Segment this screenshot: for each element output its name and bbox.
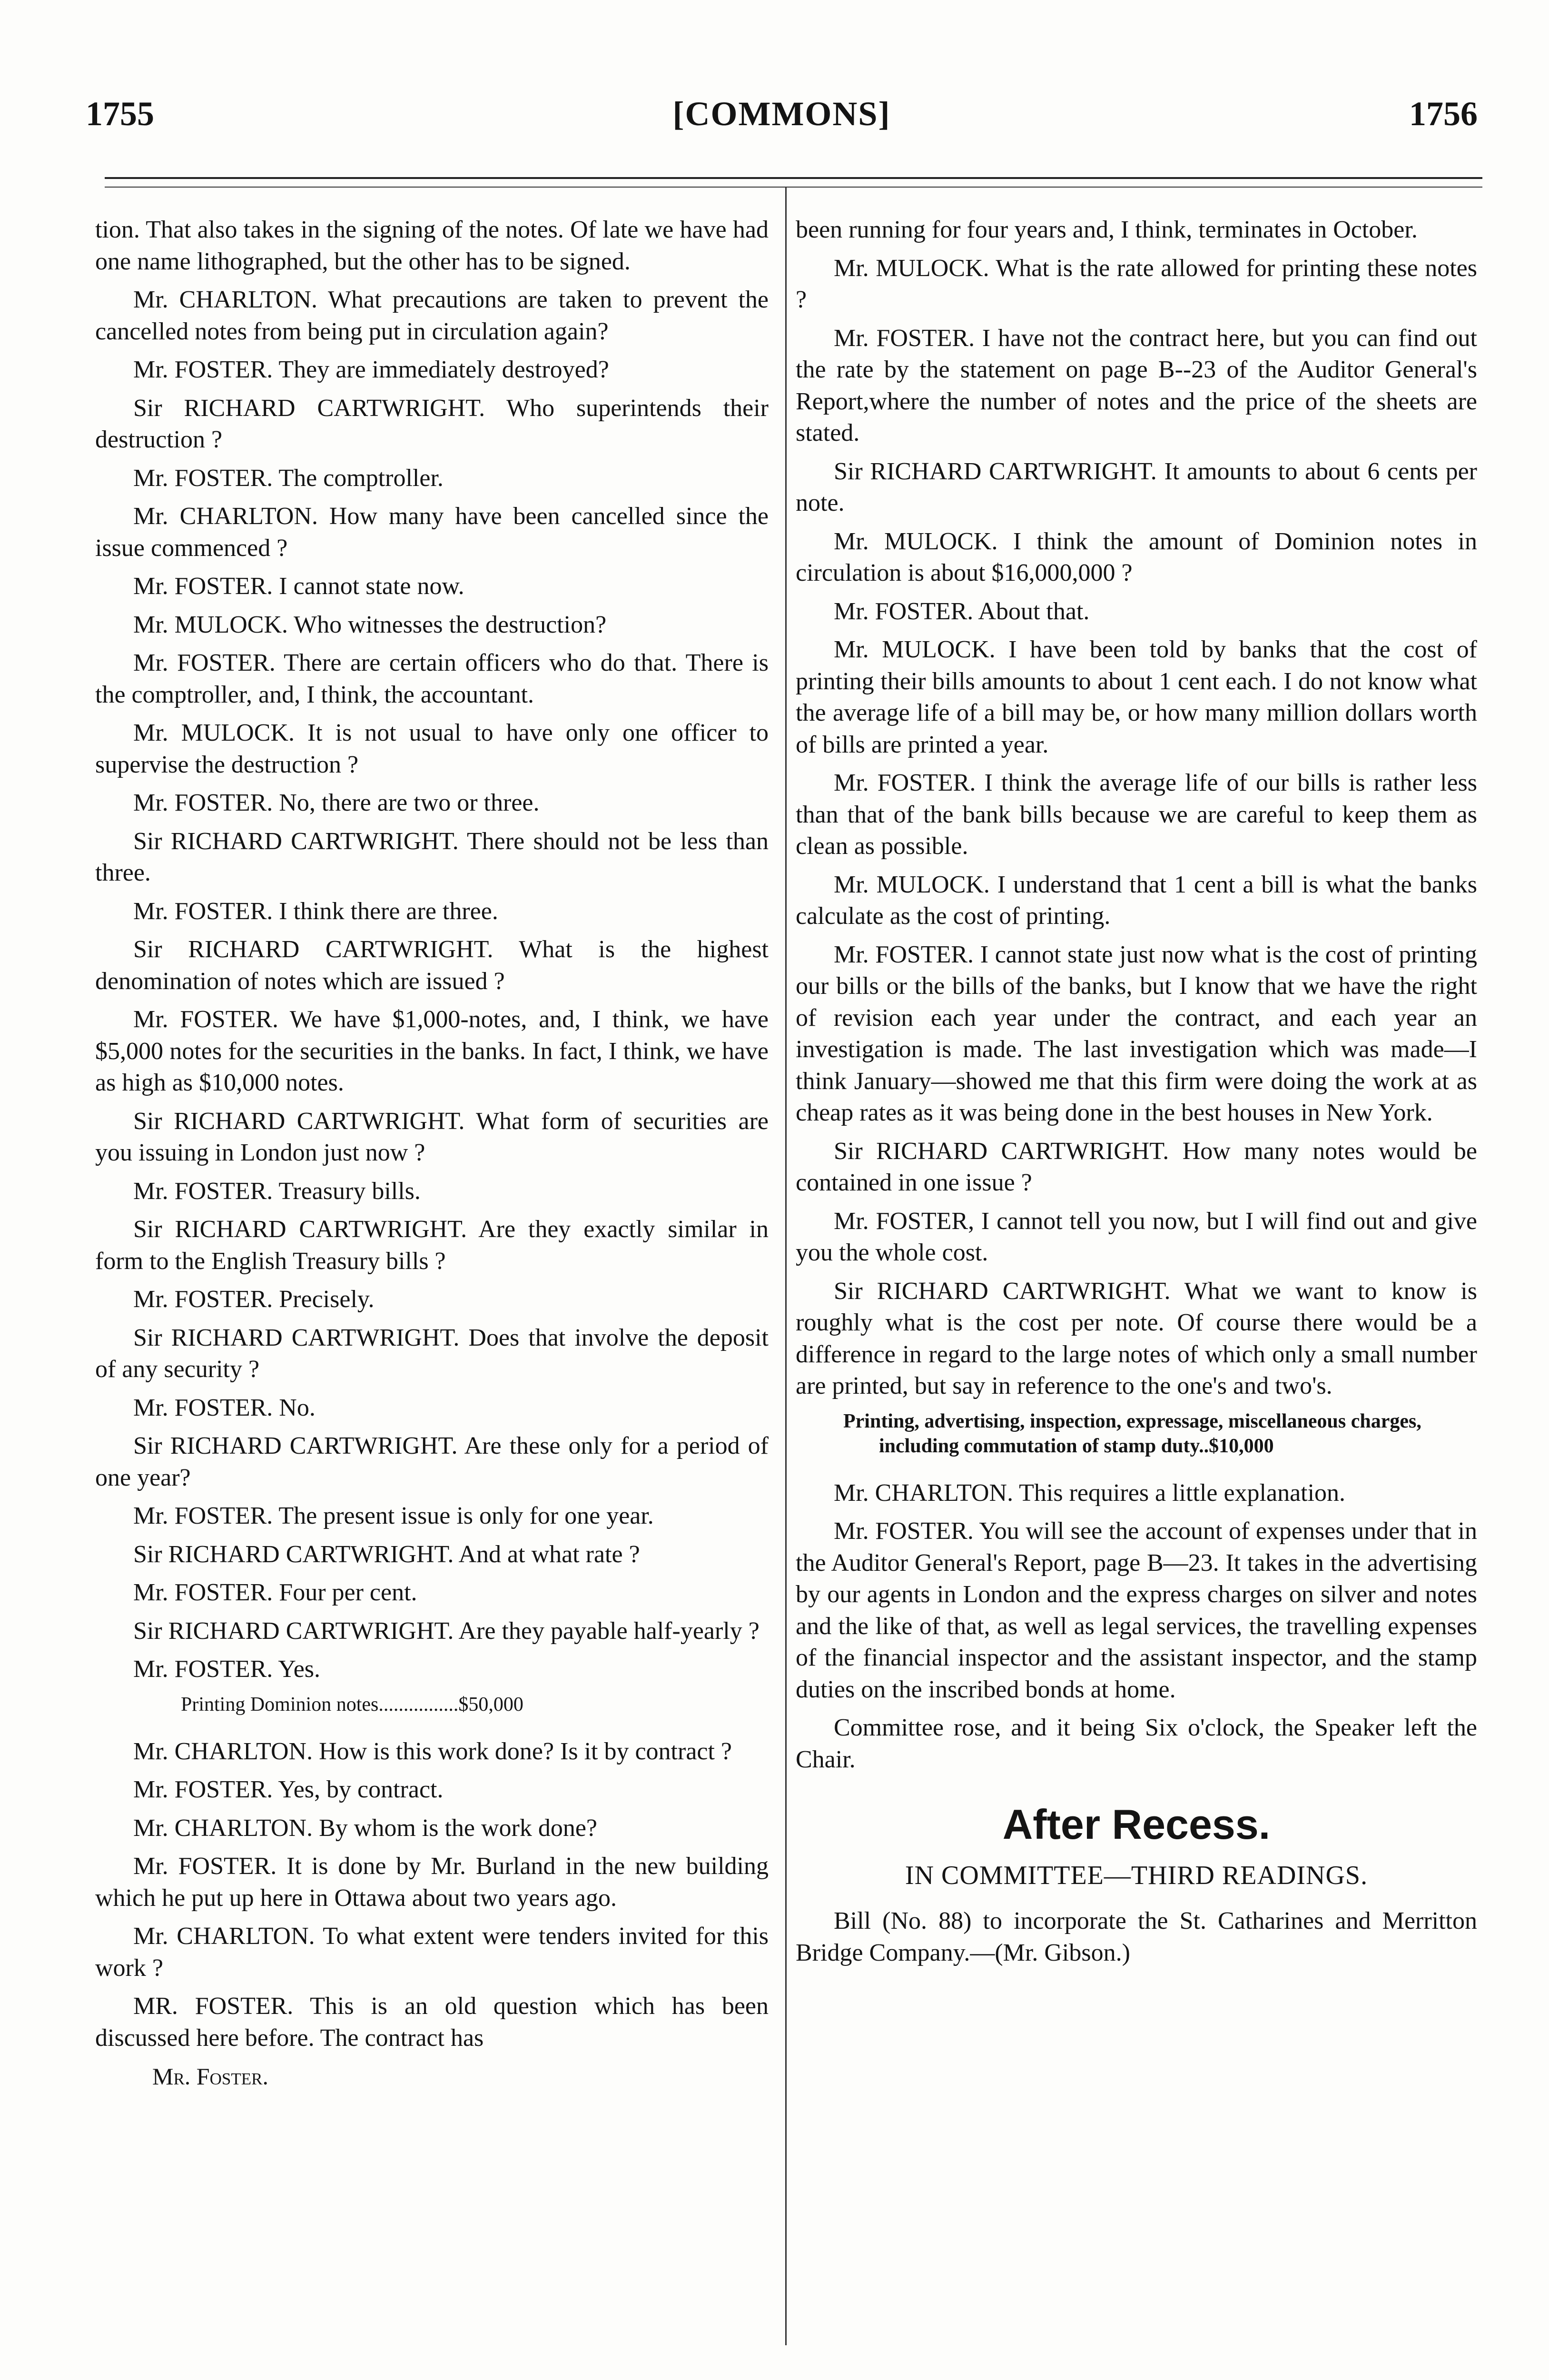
speech-paragraph: Sir RICHARD CARTWRIGHT. Does that involve the deposit of any security ? <box>95 1324 769 1383</box>
speech-paragraph: Mr. MULOCK. I think the amount of Dominion notes in circulation is about $16,000,000 ? <box>796 527 1477 586</box>
speech-paragraph: Mr. CHARLTON. How many have been cancelled since the issue commenced ? <box>95 503 769 562</box>
speech-paragraph: Sir RICHARD CARTWRIGHT. Are these only for a period of one year? <box>95 1432 769 1491</box>
speech-paragraph: MR. FOSTER. This is an old question which has been discussed here before. The contract has <box>95 1993 769 2052</box>
page-header <box>86 94 1478 147</box>
speech-paragraph: been running for four years and, I think, terminates in October. <box>796 216 1418 243</box>
speech-paragraph: Mr. FOSTER. I think the average life of our bills is rather less than that of the bank bills because we are careful to keep them as clean as possible. <box>796 769 1477 860</box>
speech-paragraph: Mr. CHARLTON. This requires a little explanation. <box>834 1479 1346 1507</box>
header-rule-thin <box>105 187 1482 188</box>
speech-paragraph: Mr. MULOCK. What is the rate allowed for printing these notes ? <box>796 254 1477 313</box>
speech-paragraph: Sir RICHARD CARTWRIGHT. And at what rate ? <box>133 1540 640 1568</box>
estimate-item: Printing Dominion notes................$50,000 <box>181 1693 523 1716</box>
right-column <box>796 214 1477 1975</box>
speech-paragraph: Mr. FOSTER. No, there are two or three. <box>133 789 540 816</box>
speech-paragraph: Mr. FOSTER. They are immediately destroyed? <box>133 356 609 383</box>
speech-paragraph: Mr. MULOCK. I have been told by banks that the cost of printing their bills amounts to about 1 cent each. I do not know what the average life of a bill may be, or how many million dollars worth of bills are printed a year. <box>796 636 1477 758</box>
speech-paragraph: Mr. FOSTER. Treasury bills. <box>133 1177 421 1205</box>
subsection-heading: IN COMMITTEE—THIRD READINGS. <box>905 1860 1368 1890</box>
speech-paragraph: Mr. FOSTER. No. <box>133 1394 316 1421</box>
speech-paragraph: Mr. FOSTER. Four per cent. <box>133 1579 417 1606</box>
speech-paragraph: Sir RICHARD CARTWRIGHT. Who superintends their destruction ? <box>95 394 769 453</box>
speech-paragraph: Mr. MULOCK. Who witnesses the destruction? <box>133 611 607 638</box>
speech-paragraph: Sir RICHARD CARTWRIGHT. How many notes would be contained in one issue ? <box>796 1137 1477 1196</box>
speech-paragraph: Sir RICHARD CARTWRIGHT. There should not be less than three. <box>95 827 769 886</box>
page-title: [COMMONS] <box>672 95 891 133</box>
speech-paragraph: Mr. FOSTER. I cannot state now. <box>133 573 464 600</box>
speech-paragraph: Mr. FOSTER. You will see the account of expenses under that in the Auditor General's Report, page B—23. It takes in the advertising by our agents in London and the express charges on silver and notes and the like of that, as well as legal services, the travelling expenses of the financial inspector and the assistant inspector, and the stamp duties on the inscribed bonds at home. <box>796 1517 1477 1703</box>
header-rule <box>105 177 1482 179</box>
speech-paragraph: Mr. FOSTER, I cannot tell you now, but I will find out and give you the whole cost. <box>796 1207 1477 1266</box>
column-divider <box>785 187 787 2345</box>
speech-paragraph: Mr. FOSTER. There are certain officers who do that. There is the comptroller, and, I think, the accountant. <box>95 649 769 708</box>
estimate-item: Printing, advertising, inspection, expressage, miscellaneous charges, including commutation of stamp duty..$10,000 <box>843 1410 1421 1457</box>
speech-paragraph: Sir RICHARD CARTWRIGHT. Are they exactly similar in form to the English Treasury bills ? <box>95 1216 769 1275</box>
speech-paragraph: Mr. FOSTER. We have $1,000-notes, and, I think, we have $5,000 notes for the securities in the banks. In fact, I think, we have as high as $10,000 notes. <box>95 1006 769 1096</box>
speech-paragraph: Mr. CHARLTON. How is this work done? Is it by contract ? <box>133 1737 732 1765</box>
speech-paragraph: Mr. FOSTER. The present issue is only for one year. <box>133 1502 654 1529</box>
speech-paragraph: Mr. MULOCK. I understand that 1 cent a bill is what the banks calculate as the cost of printing. <box>796 871 1477 930</box>
speech-paragraph: Mr. CHARLTON. By whom is the work done? <box>133 1814 597 1842</box>
speech-paragraph: Committee rose, and it being Six o'clock, the Speaker left the Chair. <box>796 1714 1477 1773</box>
page-number-left: 1755 <box>86 95 154 133</box>
speech-paragraph: Sir RICHARD CARTWRIGHT. Are they payable half-yearly ? <box>133 1617 760 1645</box>
speech-paragraph: Sir RICHARD CARTWRIGHT. What form of securities are you issuing in London just now ? <box>95 1107 769 1166</box>
speech-paragraph: Bill (No. 88) to incorporate the St. Catharines and Merritton Bridge Company.—(Mr. Gibson.) <box>796 1907 1477 1966</box>
speech-paragraph: Mr. FOSTER. The comptroller. <box>133 464 444 492</box>
page-number-right: 1756 <box>1409 95 1478 133</box>
speech-paragraph: Mr. FOSTER. Yes, by contract. <box>133 1776 444 1803</box>
section-heading: After Recess. <box>1002 1801 1271 1848</box>
speech-paragraph: Sir RICHARD CARTWRIGHT. What is the highest denomination of notes which are issued ? <box>95 936 769 995</box>
speech-paragraph: tion. That also takes in the signing of the notes. Of late we have had one name lithographed, but the other has to be signed. <box>95 216 769 275</box>
speech-paragraph: Mr. FOSTER. I cannot state just now what is the cost of printing our bills or the bills of the banks, but I know that we have the right of revision each year under the contract, and each year an investigation is made. The last investigation which was made—I think January—showed me that this firm were doing the work at as cheap rates as it was being done in the best houses in New York. <box>796 941 1477 1126</box>
speech-paragraph: Mr. FOSTER. I have not the contract here, but you can find out the rate by the statement on page B--23 of the Auditor General's Report,where the number of notes and the price of the sheets are stated. <box>796 324 1477 446</box>
speaker-footer: Mr. Foster. <box>152 2063 268 2090</box>
speech-paragraph: Sir RICHARD CARTWRIGHT. It amounts to about 6 cents per note. <box>796 457 1477 516</box>
left-column <box>95 214 769 2099</box>
speech-paragraph: Mr. FOSTER. Yes. <box>133 1656 321 1683</box>
speech-paragraph: Sir RICHARD CARTWRIGHT. What we want to know is roughly what is the cost per note. Of course there would be a difference in regard to the large notes of which only a small number are printed, but say in reference to the one's and two's. <box>796 1277 1477 1399</box>
speech-paragraph: Mr. FOSTER. About that. <box>834 597 1090 625</box>
speech-paragraph: Mr. CHARLTON. To what extent were tenders invited for this work ? <box>95 1923 769 1982</box>
speech-paragraph: Mr. FOSTER. Precisely. <box>133 1286 375 1313</box>
speech-paragraph: Mr. FOSTER. It is done by Mr. Burland in the new building which he put up here in Ottawa about two years ago. <box>95 1853 769 1912</box>
speech-paragraph: Mr. MULOCK. It is not usual to have only one officer to supervise the destruction ? <box>95 719 769 778</box>
speech-paragraph: Mr. CHARLTON. What precautions are taken to prevent the cancelled notes from being put in circulation again? <box>95 286 769 345</box>
speech-paragraph: Mr. FOSTER. I think there are three. <box>133 897 498 925</box>
